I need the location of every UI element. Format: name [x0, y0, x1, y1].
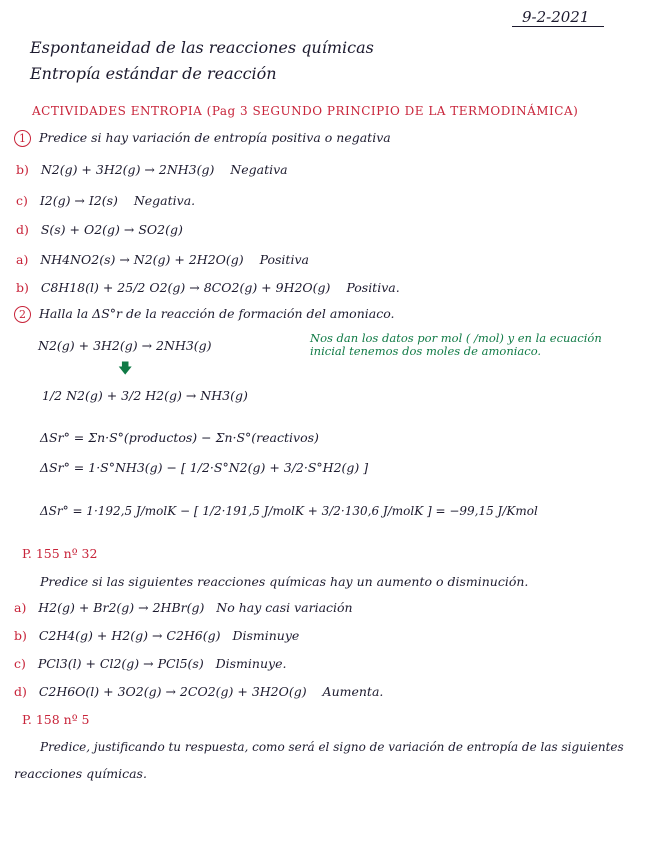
entropy-numeric-result: ΔSr° = 1·192,5 J/molK − [ 1/2·191,5 J/molK + 3/2·130,6 J/molK ] = −99,15 J/Kmol	[40, 504, 538, 518]
answer: Positiva	[259, 252, 309, 267]
exercise-1-prompt: Predice si hay variación de entropía positiva o negativa	[38, 130, 391, 145]
exercise-1-prompt-row	[14, 130, 391, 147]
exercise-3-item: c) PCl3(l) + Cl2(g) → PCl5(s) Disminuye.	[14, 656, 287, 671]
exercise-4-prompt-line-2: reacciones químicas.	[14, 766, 147, 781]
exercise-3-item: d) C2H6O(l) + 3O2(g) → 2CO2(g) + 3H2O(g) Aumenta.	[14, 684, 384, 699]
entropy-formula: ΔSr° = Σn·S°(productos) − Σn·S°(reactivos)	[40, 430, 319, 445]
exercise-1-number: 1	[14, 130, 31, 147]
reaction: S(s) + O2(g) → SO2(g)	[40, 222, 183, 237]
reaction: C2H4(g) + H2(g) → C2H6(g)	[38, 628, 221, 643]
exercise-1-item: c) I2(g) → I2(s) Negativa.	[16, 193, 196, 208]
answer: Disminuye.	[215, 656, 287, 671]
exercise-4-prompt-line-1: Predice, justificando tu respuesta, como será el signo de variación de entropía de las siguientes	[40, 740, 624, 754]
exercise-3-prompt: Predice si las siguientes reacciones químicas hay un aumento o disminución.	[40, 574, 529, 589]
title-line-1: Espontaneidad de las reacciones químicas	[30, 38, 374, 57]
exercise-2-number: 2	[14, 306, 31, 323]
exercise-4-reference: P. 158 nº 5	[22, 712, 90, 727]
exercise-3-reference: P. 155 nº 32	[22, 546, 98, 561]
exercise-2-reaction-per-mol: 1/2 N2(g) + 3/2 H2(g) → NH3(g)	[42, 388, 248, 403]
answer: Negativa.	[133, 193, 196, 208]
activities-title: ACTIVIDADES ENTROPIA (Pag 3 SEGUNDO PRINCIPIO DE LA TERMODINÁMICA)	[32, 104, 579, 118]
exercise-1-item: a) NH4NO2(s) → N2(g) + 2H2O(g) Positiva	[16, 252, 309, 267]
reaction: C8H18(l) + 25/2 O2(g) → 8CO2(g) + 9H2O(g)	[40, 280, 331, 295]
exercise-1-item: b) C8H18(l) + 25/2 O2(g) → 8CO2(g) + 9H2O(g) Positiva.	[16, 280, 400, 295]
reaction: NH4NO2(s) → N2(g) + 2H2O(g)	[40, 252, 244, 267]
answer: Negativa	[230, 162, 288, 177]
answer: Disminuye	[232, 628, 300, 643]
reaction: PCl3(l) + Cl2(g) → PCl5(s)	[37, 656, 204, 671]
date: 9-2-2021	[522, 8, 590, 26]
down-arrow-icon: 🡇	[118, 361, 133, 377]
exercise-2-reaction: N2(g) + 3H2(g) → 2NH3(g)	[38, 338, 212, 353]
reaction: N2(g) + 3H2(g) → 2NH3(g)	[40, 162, 215, 177]
entropy-substitution: ΔSr° = 1·S°NH3(g) − [ 1/2·S°N2(g) + 3/2·S°H2(g) ]	[40, 460, 369, 475]
reaction: I2(g) → I2(s)	[39, 193, 118, 208]
exercise-2-note: Nos dan los datos por mol ( /mol) y en la ecuación inicial tenemos dos moles de amoniaco.	[310, 331, 602, 358]
answer: Positiva.	[346, 280, 400, 295]
exercise-1-item: d) S(s) + O2(g) → SO2(g)	[16, 222, 183, 237]
reaction: H2(g) + Br2(g) → 2HBr(g)	[38, 600, 205, 615]
exercise-3-item: b) C2H4(g) + H2(g) → C2H6(g) Disminuye	[14, 628, 300, 643]
exercise-2-prompt-row	[14, 306, 394, 323]
answer: No hay casi variación	[216, 600, 353, 615]
reaction: C2H6O(l) + 3O2(g) → 2CO2(g) + 3H2O(g)	[38, 684, 307, 699]
exercise-3-item: a) H2(g) + Br2(g) → 2HBr(g) No hay casi variación	[14, 600, 353, 615]
answer: Aumenta.	[322, 684, 384, 699]
date-underline	[512, 26, 604, 27]
title-line-2: Entropía estándar de reacción	[30, 64, 277, 83]
exercise-2-prompt: Halla la ΔS°r de la reacción de formación del amoniaco.	[38, 306, 395, 321]
exercise-1-item: b) N2(g) + 3H2(g) → 2NH3(g) Negativa	[16, 162, 288, 177]
